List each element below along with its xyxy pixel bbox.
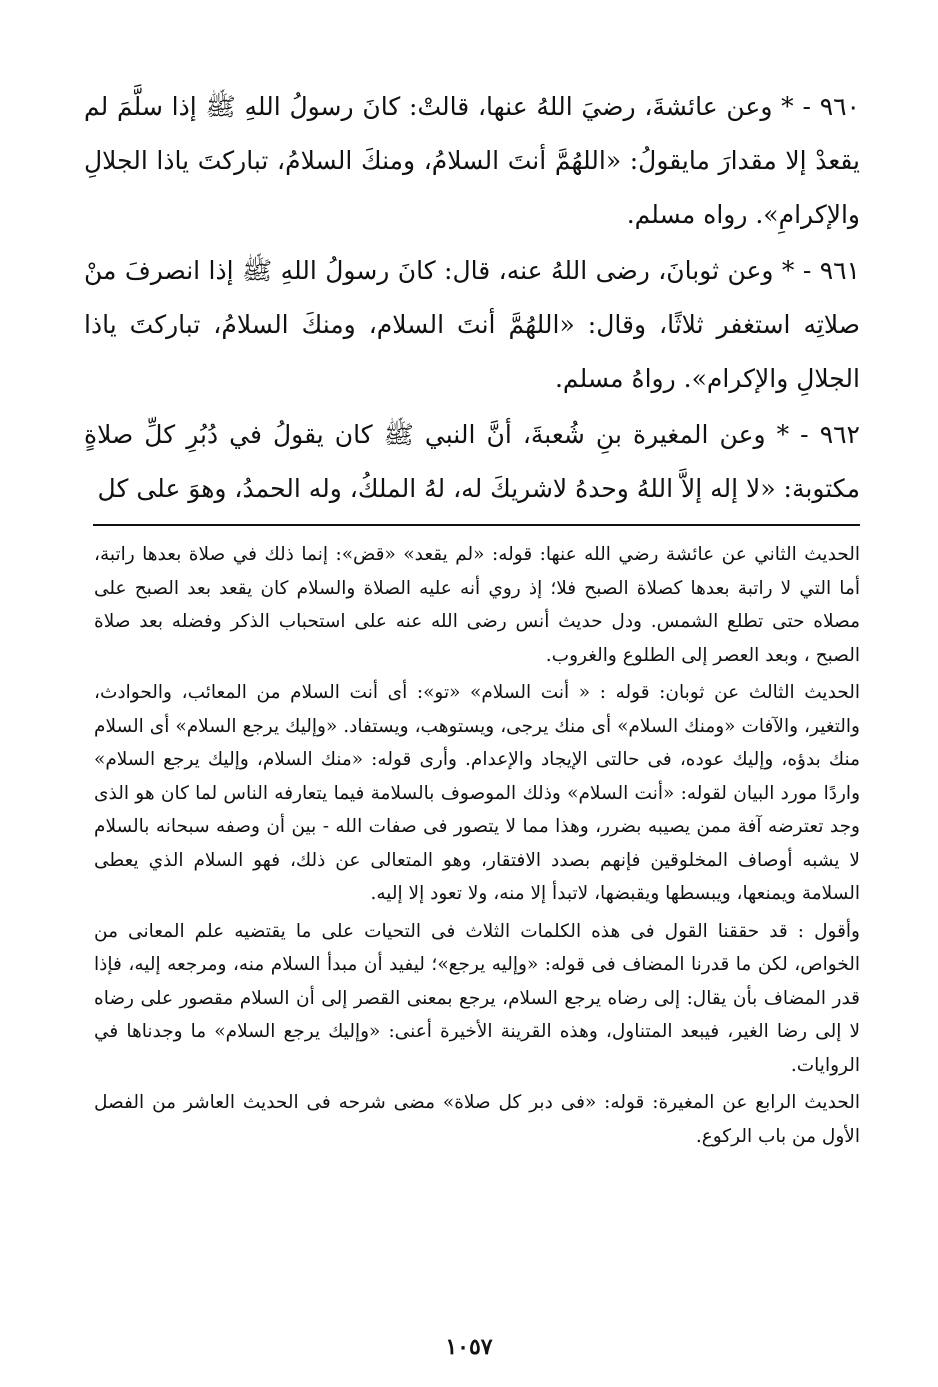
note-author-comment: وأقول : قد حققنا القول فى هذه الكلمات الثلاث فى التحيات على ما يقتضيه علم المعانى من الخواص، لكن ما قدرنا المضاف فى قوله: «وإليه يرجع»؛ ليفيد أن مبدأ السلام منه، ومرجعه إليه، فإذا قدر المضاف بأن يقال: إلى رضاه يرجع السلام، يرجع بمعنى القصر إلى أن السلام مقصور على رضاه لا إلى رضا الغير، فيبعد المتناول، وهذه القرينة الأخيرة أعنى: «وإليك يرجع السلام» ما وجدناها في الروايات. — [94, 920, 860, 1076]
note-fourth-hadith: الحديث الرابع عن المغيرة: قوله: «فى دبر كل صلاة» مضى شرحه فى الحديث العاشر من الفصل الأول من باب الركوع. — [94, 1092, 860, 1147]
hadith-961: ٩٦١ - * وعن ثوبانَ، رضى اللهُ عنه، قال: كانَ رسولُ اللهِ ﷺ إذا انصرفَ منْ صلاتِه استغفر ثلاثًا، وقال: «اللهُمَّ أنتَ السلام، ومنكَ السلامُ، تباركتَ ياذا الجلالِ والإكرام». رواهُ مسلم. — [84, 256, 860, 393]
hadith-962: ٩٦٢ - * وعن المغيرة بنِ شُعبةَ، أنَّ النبي ﷺ كان يقولُ في دُبُرِ كلِّ صلاةٍ مكتوبة: «لا إله إلاَّ اللهُ وحدهُ لاشريكَ له، لهُ الملكُ، وله الحمدُ، وهوَ على كل — [84, 420, 860, 503]
commentary-notes — [94, 538, 860, 1157]
footnote-divider — [93, 524, 860, 526]
page-number: ١٠٥٧ — [445, 1334, 493, 1360]
main-text — [84, 80, 860, 518]
note-second-hadith: الحديث الثاني عن عائشة رضي الله عنها: قوله: «لم يقعد» «قض»: إنما ذلك في صلاة بعدها راتبة، أما التي لا راتبة بعدها كصلاة الصبح فلا؛ إذ روي أنه عليه الصلاة والسلام كان يقعد بعد الصبح على مصلاه حتى تطلع الشمس. ودل حديث أنس رضى الله عنه على استحباب الذكر وفضله بعد صلاة الصبح ، وبعد العصر إلى الطلوع والغروب. — [94, 544, 860, 666]
hadith-960: ٩٦٠ - * وعن عائشةَ، رضيَ اللهُ عنها، قالتْ: كانَ رسولُ اللهِ ﷺ إذا سلَّمَ لم يقعدْ إلا مقدارَ مايقولُ: «اللهُمَّ أنتَ السلامُ، ومنكَ السلامُ، تباركتَ ياذا الجلالِ والإكرامِ». رواه مسلم. — [84, 92, 860, 229]
note-third-hadith: الحديث الثالث عن ثوبان: قوله : « أنت السلام» «تو»: أى أنت السلام من المعائب، والحوادث، والتغير، والآفات «ومنك السلام» أى منك يرجى، ويستوهب، ويستفاد. «وإليك يرجع السلام» أى السلام منك بدؤه، وإليك عوده، فى حالتى الإيجاد والإعدام. وأرى قوله: «منك السلام، وإليك يرجع السلام» واردًا مورد البيان لقوله: «أنت السلام» وذلك الموصوف بالسلامة فيما يتعارفه الناس لما كان هو الذى وجد تعترضه آفة ممن يصيبه بضرر، وهذا مما لا يتصور فى صفات الله - بين أن وصفه سبحانه بالسلام لا يشبه أوصاف المخلوقين فإنهم بصدد الافتقار، وهو المتعالى عن ذلك، فهو السلام الذي يعطى السلامة ويمنعها، ويبسطها ويقبضها، لاتبدأ إلا منه، ولا تعود إلا إليه. — [94, 682, 860, 904]
